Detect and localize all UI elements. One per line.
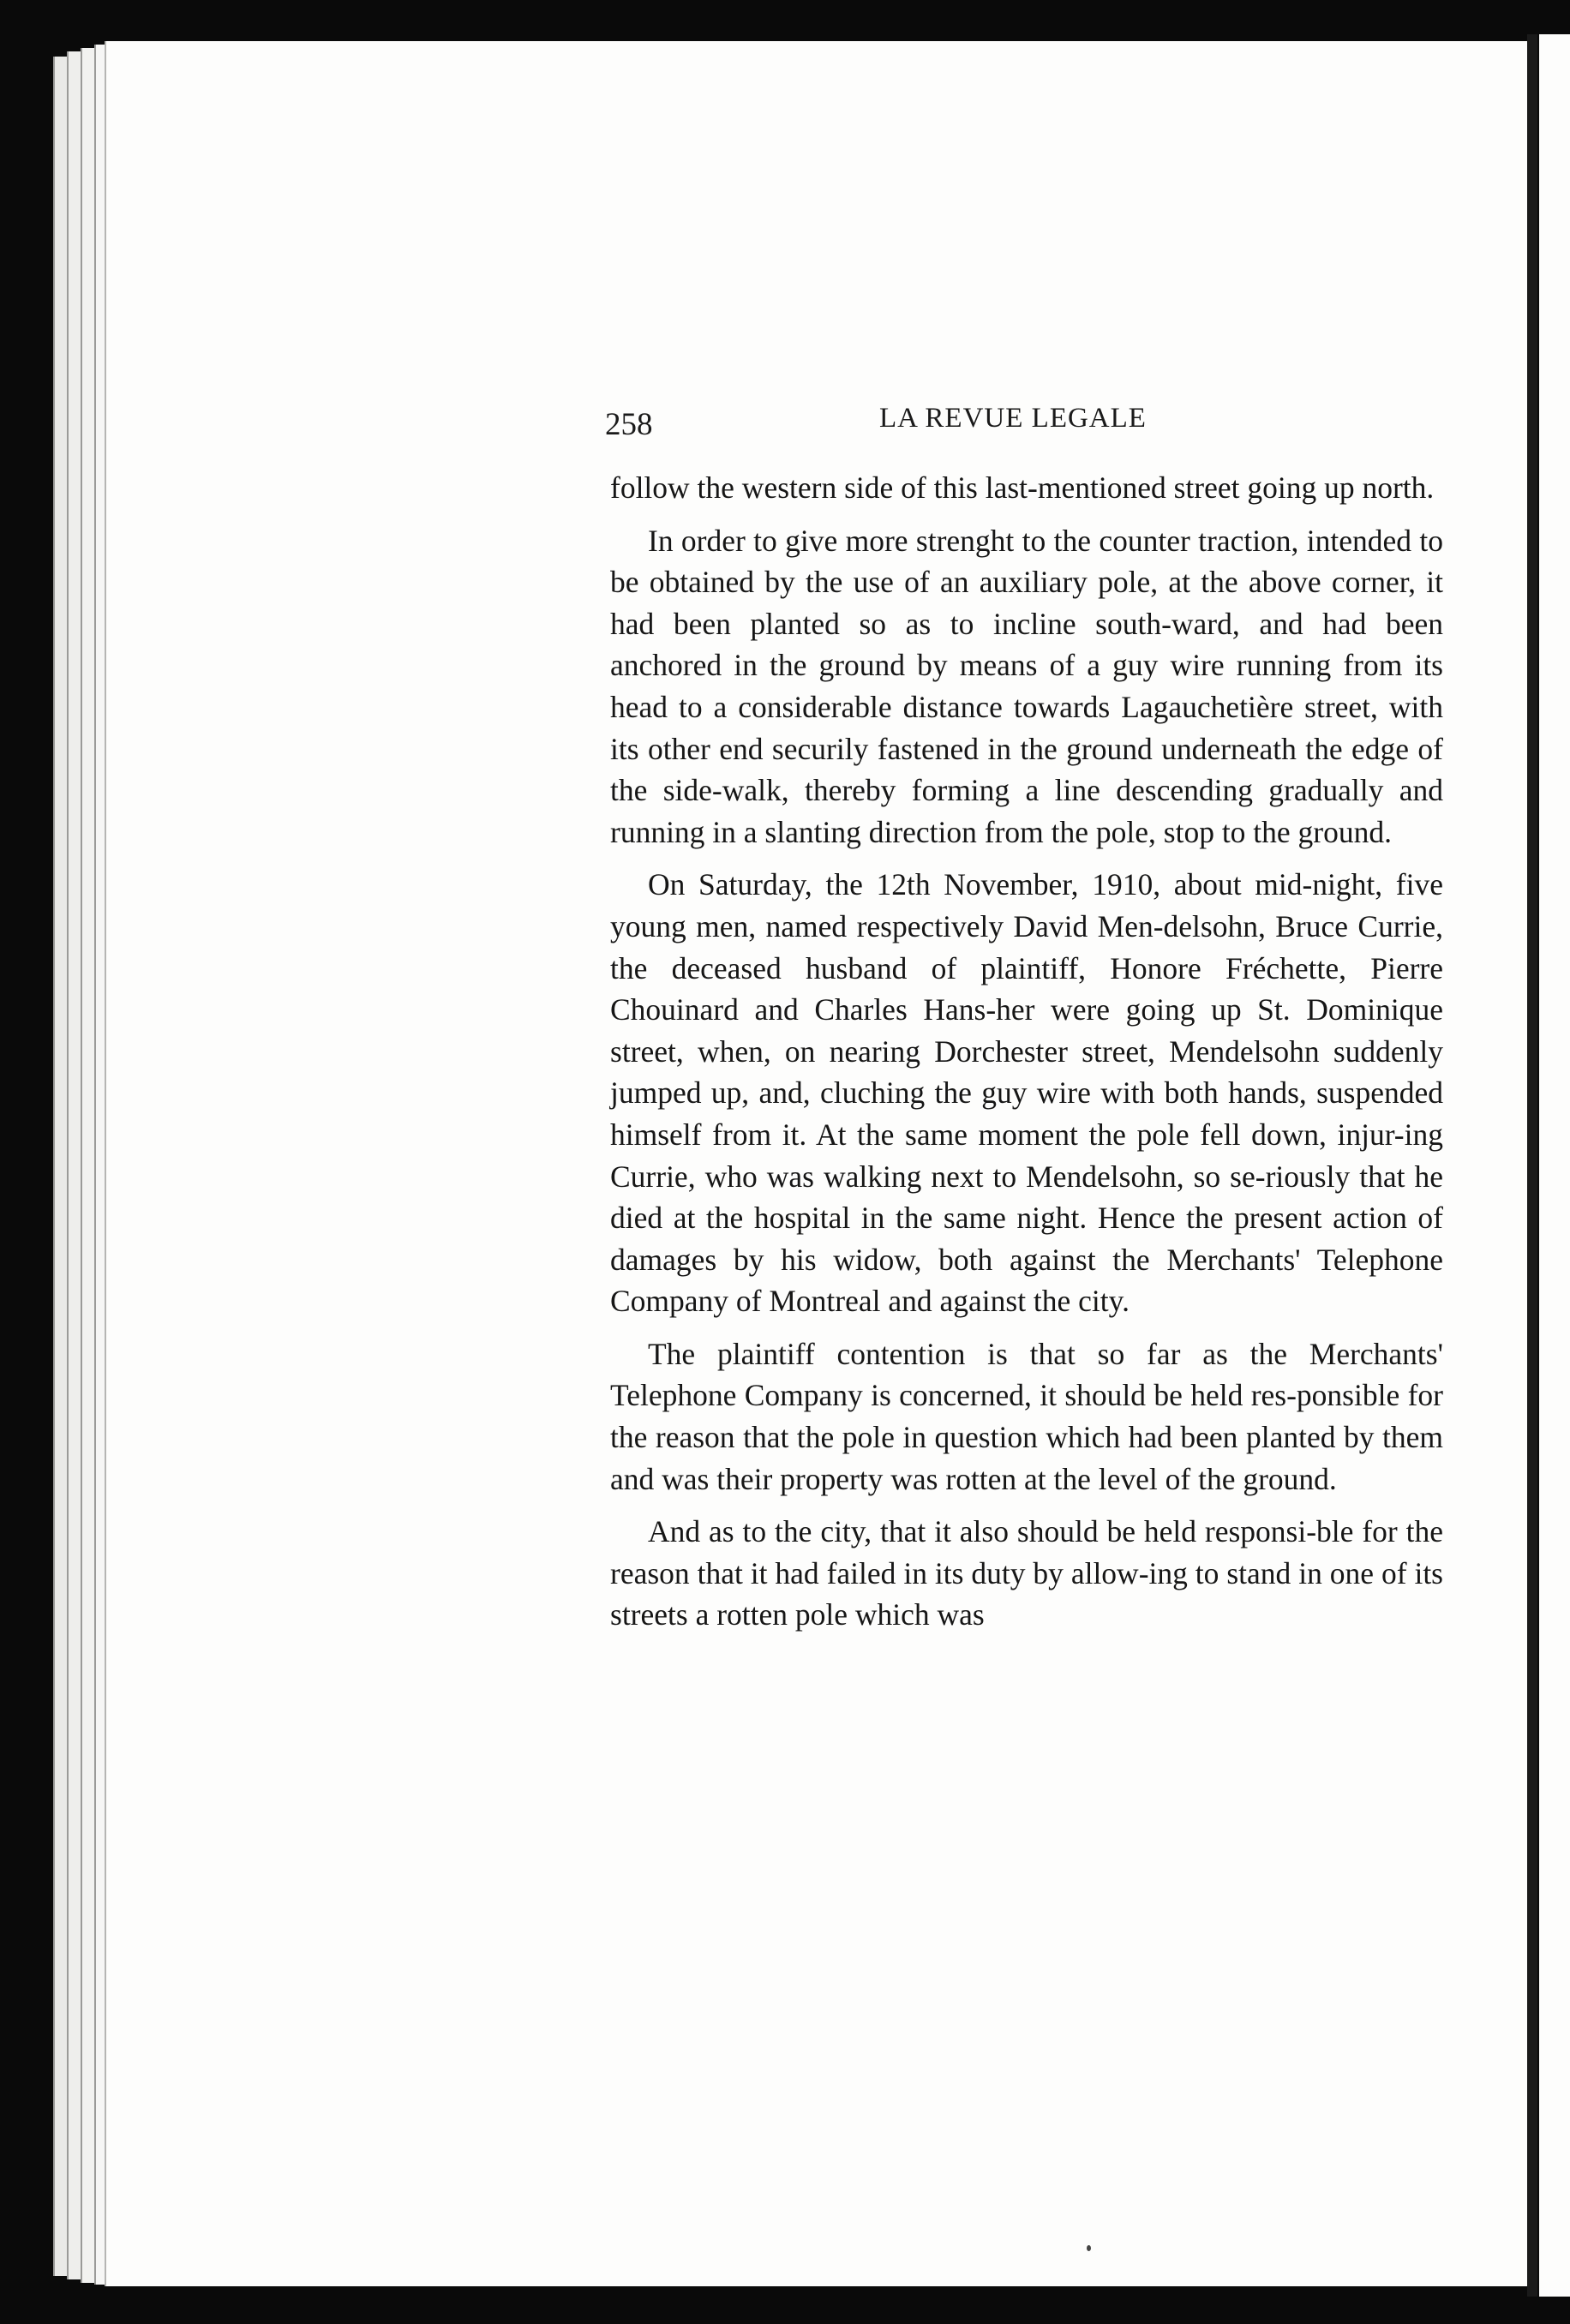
paragraph: On Saturday, the 12th November, 1910, about mid-night, five young men, named respectively David Men-delsohn, Bruce Currie, the deceased husband of plaintiff, Honore Fréchette, Pierre Chouinard and Charles Hans-her were going up St. Dominique street, when, on nearing Dorchester street, Mendelsohn suddenly jumped up, and, cluching the guy wire with both hands, suspended himself from it. At the same moment the pole fell down, injur-ing Currie, who was walking next to Mendelsohn, so se-riously that he died at the hospital in the same night. Hence the present action of damages by his widow, both against the Merchants' Telephone Company of Montreal and against the city.	[610, 867, 1443, 1319]
page-number: 258	[605, 407, 653, 442]
running-title: LA REVUE LEGALE	[879, 403, 1147, 434]
paragraph: The plaintiff contention is that so far as the Merchants' Telephone Company is concerned, it should be held res-ponsible for the reason that the pole in question which had been planted by them and was their property was rotten at the level of the ground.	[610, 1336, 1443, 1496]
paragraph: In order to give more strenght to the counter traction, intended to be obtained by the use of an auxiliary pole, at the above corner, it had been planted so as to incline south-ward, and had been anchored in the ground by means of a guy wire running from its head to a considerable distance towards Lagauchetière street, with its other end securily fastened in the ground underneath the edge of the side-walk, thereby forming a line descending gradually and running in a slanting direction from the pole, stop to the ground.	[610, 523, 1443, 849]
print-speck	[1087, 2245, 1091, 2251]
page-header	[605, 403, 1453, 454]
body-text	[610, 467, 1443, 1647]
paragraph: And as to the city, that it also should be held responsi-ble for the reason that it had failed in its duty by allow-ing to stand in one of its streets a rotten pole which was	[610, 1514, 1443, 1632]
paragraph: follow the western side of this last-mentioned street going up north.	[610, 470, 1435, 505]
facing-page-edge	[1539, 34, 1570, 2297]
book-gutter	[1527, 34, 1537, 2297]
